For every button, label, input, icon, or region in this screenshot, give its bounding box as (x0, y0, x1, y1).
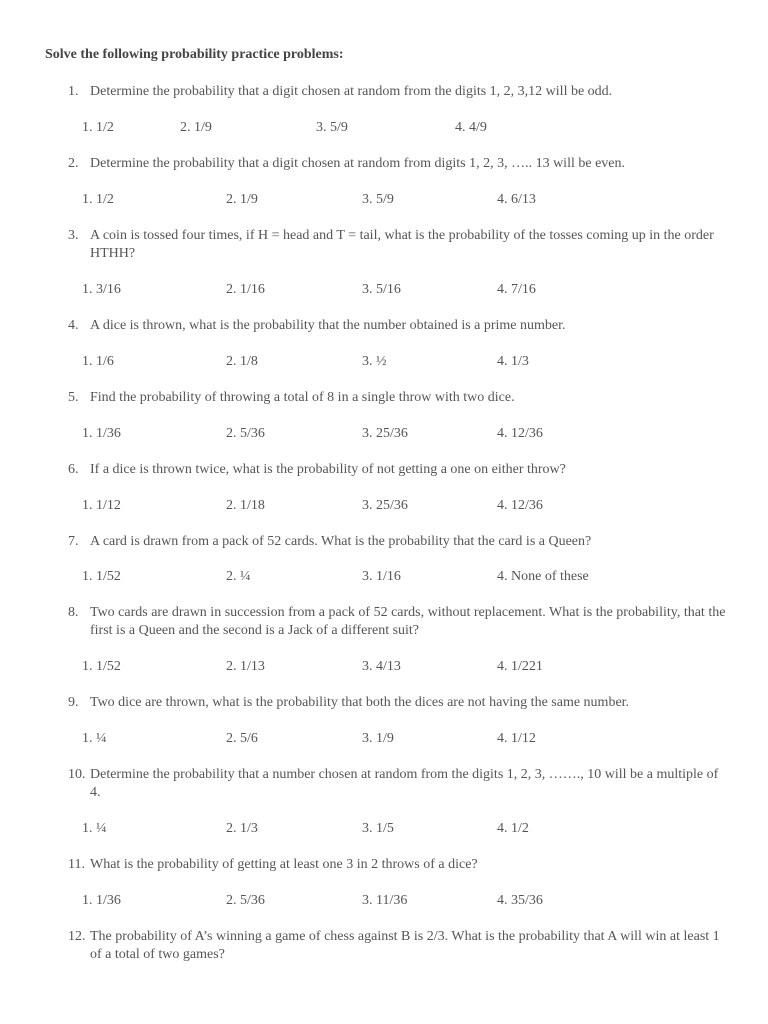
option-3: 3. 1/5 (362, 821, 394, 836)
option-1: 1. 1/6 (82, 354, 114, 369)
question-number: 6. (68, 462, 79, 477)
option-1: 1. 1/36 (82, 426, 121, 441)
answer-options-4 (82, 353, 722, 371)
question-number: 11. (68, 857, 85, 872)
answer-options-11 (82, 892, 722, 910)
option-2: 2. 5/36 (226, 426, 265, 441)
option-2: 2. ¼ (226, 569, 251, 584)
option-2: 2. 1/9 (226, 192, 258, 207)
question-text: Find the probability of throwing a total of 8 in a single throw with two dice. (90, 390, 515, 405)
question-text: The probability of A’s winning a game of chess against B is 2/3. What is the probability that A will win at least 1 of a total of two games? (90, 929, 720, 962)
option-4: 4. 1/221 (497, 659, 543, 674)
question-text: Two cards are drawn in succession from a pack of 52 cards, without replacement. What is the probability, that the first is a Queen and the second is a Jack of a different suit? (90, 605, 726, 638)
question-number: 9. (68, 695, 79, 710)
option-3: 3. 5/9 (316, 120, 348, 135)
question-4 (68, 317, 728, 335)
question-9 (68, 694, 728, 712)
option-4: 4. 1/2 (497, 821, 529, 836)
question-7 (68, 533, 728, 551)
option-2: 2. 5/6 (226, 731, 258, 746)
question-text: Two dice are thrown, what is the probability that both the dices are not having the same number. (90, 695, 630, 710)
question-11 (68, 856, 728, 874)
option-3: 3. 1/9 (362, 731, 394, 746)
option-1: 1. ¼ (82, 821, 107, 836)
option-4: 4. 12/36 (497, 426, 543, 441)
option-2: 2. 5/36 (226, 893, 265, 908)
option-1: 1. 1/2 (82, 192, 114, 207)
question-10 (68, 766, 728, 802)
option-4: 4. 1/12 (497, 731, 536, 746)
question-text: A coin is tossed four times, if H = head and T = tail, what is the probability of the tosses coming up in the order HTHH? (90, 228, 714, 261)
option-3: 3. 1/16 (362, 569, 401, 584)
answer-options-2 (82, 191, 722, 209)
answer-options-9 (82, 730, 722, 748)
answer-options-6 (82, 497, 722, 515)
option-4: 4. 7/16 (497, 282, 536, 297)
question-text: A dice is thrown, what is the probability that the number obtained is a prime number. (90, 318, 566, 333)
option-2: 2. 1/13 (226, 659, 265, 674)
option-4: 4. 12/36 (497, 498, 543, 513)
question-number: 1. (68, 84, 79, 99)
question-number: 3. (68, 228, 79, 243)
question-12 (68, 928, 728, 964)
option-1: 1. 1/12 (82, 498, 121, 513)
option-1: 1. ¼ (82, 731, 107, 746)
option-4: 4. None of these (497, 569, 589, 584)
question-number: 12. (68, 929, 86, 944)
question-text: If a dice is thrown twice, what is the probability of not getting a one on either throw? (90, 462, 566, 477)
question-2 (68, 155, 728, 173)
option-1: 1. 3/16 (82, 282, 121, 297)
question-number: 10. (68, 767, 86, 782)
option-4: 4. 6/13 (497, 192, 536, 207)
question-text: Determine the probability that a digit chosen at random from the digits 1, 2, 3,12 will be odd. (90, 84, 613, 99)
question-number: 7. (68, 534, 79, 549)
option-3: 3. 25/36 (362, 426, 408, 441)
question-text: Determine the probability that a number chosen at random from the digits 1, 2, 3, ……., 10 will be a multiple of 4. (90, 767, 719, 800)
answer-options-10 (82, 820, 722, 838)
option-2: 2. 1/9 (180, 120, 212, 135)
option-3: 3. 11/36 (362, 893, 408, 908)
answer-options-5 (82, 425, 722, 443)
question-6 (68, 461, 728, 479)
option-4: 4. 4/9 (455, 120, 487, 135)
answer-options-7 (82, 568, 722, 586)
option-3: 3. 25/36 (362, 498, 408, 513)
answer-options-3 (82, 281, 722, 299)
answer-options-8 (82, 658, 722, 676)
option-1: 1. 1/52 (82, 659, 121, 674)
option-3: 3. ½ (362, 354, 387, 369)
question-5 (68, 389, 728, 407)
question-number: 4. (68, 318, 79, 333)
option-4: 4. 35/36 (497, 893, 543, 908)
question-1 (68, 83, 728, 101)
question-text: Determine the probability that a digit chosen at random from digits 1, 2, 3, ….. 13 will be even. (90, 156, 625, 171)
option-2: 2. 1/18 (226, 498, 265, 513)
option-2: 2. 1/8 (226, 354, 258, 369)
question-8 (68, 604, 728, 640)
answer-options-1 (82, 119, 722, 137)
option-3: 3. 4/13 (362, 659, 401, 674)
option-3: 3. 5/16 (362, 282, 401, 297)
option-1: 1. 1/2 (82, 120, 114, 135)
option-3: 3. 5/9 (362, 192, 394, 207)
option-1: 1. 1/52 (82, 569, 121, 584)
page-heading: Solve the following probability practice problems: (45, 47, 344, 62)
question-text: What is the probability of getting at least one 3 in 2 throws of a dice? (90, 857, 478, 872)
option-4: 4. 1/3 (497, 354, 529, 369)
option-1: 1. 1/36 (82, 893, 121, 908)
question-number: 8. (68, 605, 79, 620)
question-number: 2. (68, 156, 79, 171)
option-2: 2. 1/3 (226, 821, 258, 836)
question-text: A card is drawn from a pack of 52 cards. What is the probability that the card is a Queen? (90, 534, 592, 549)
question-number: 5. (68, 390, 79, 405)
option-2: 2. 1/16 (226, 282, 265, 297)
question-3 (68, 227, 728, 263)
